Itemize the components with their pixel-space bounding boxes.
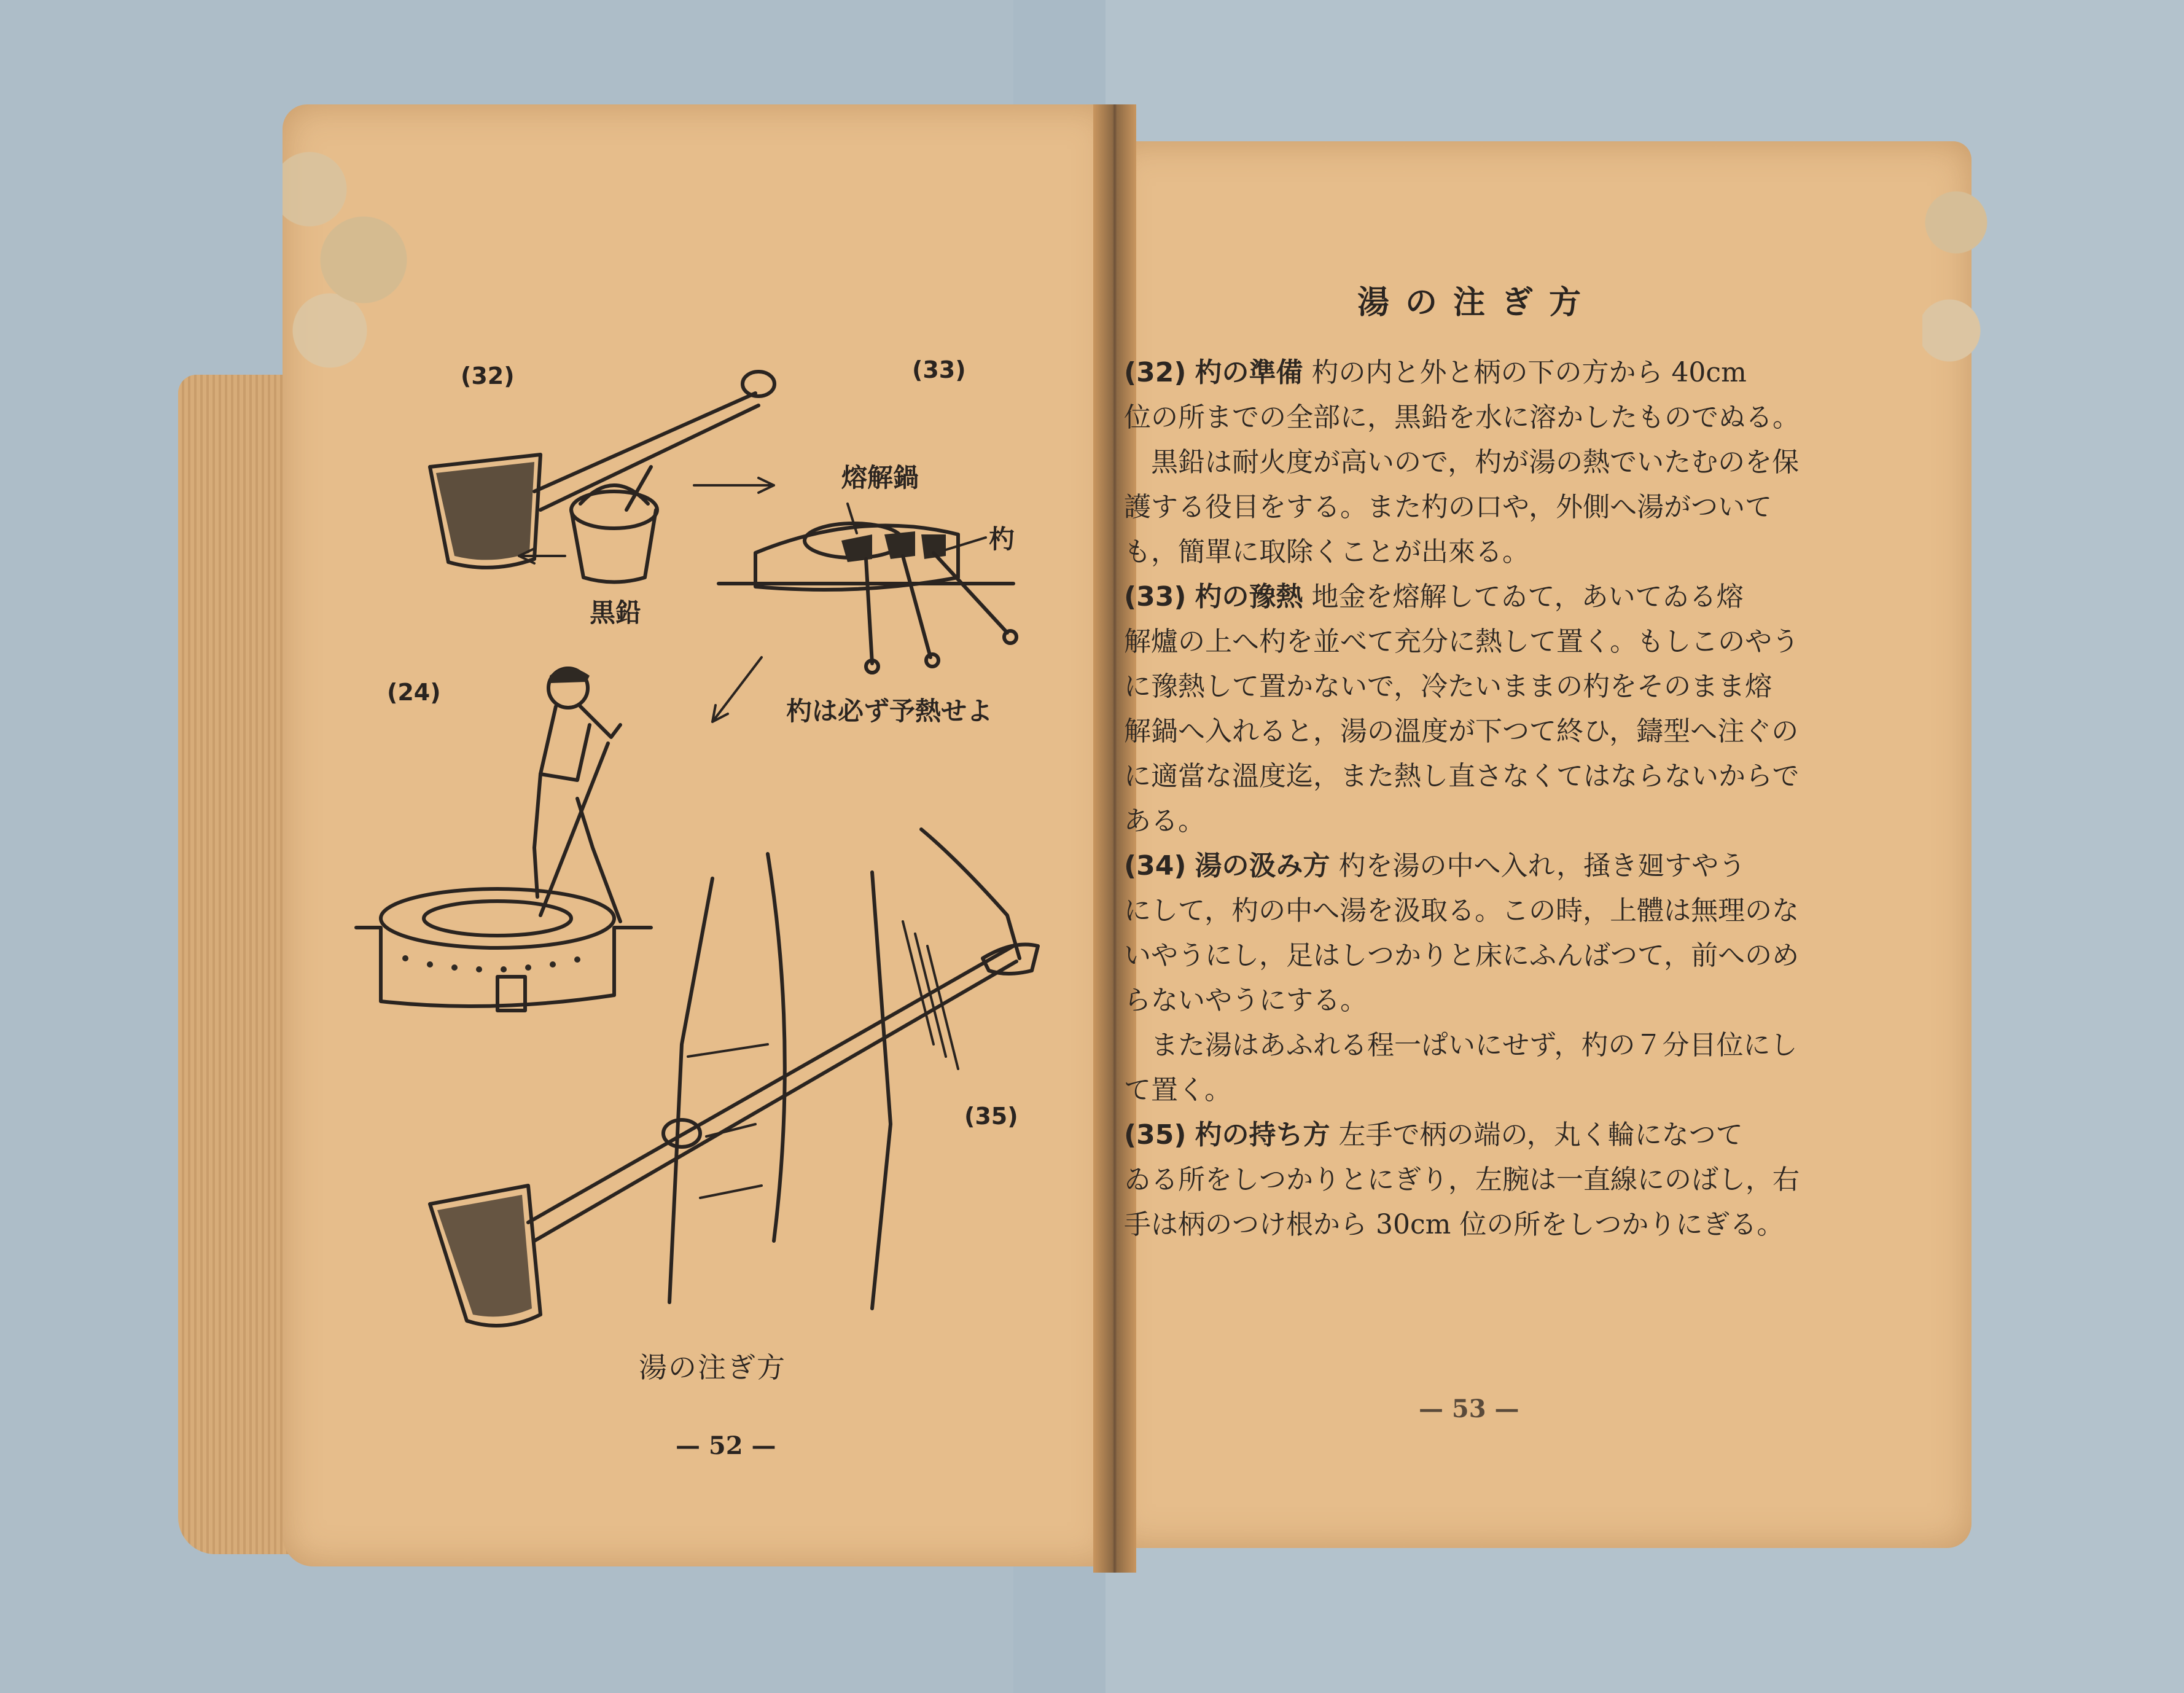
text-line: ある。 bbox=[1124, 805, 1205, 837]
text-line bbox=[1124, 1112, 1861, 1157]
figure-caption: 湯の注ぎ方 bbox=[639, 1351, 786, 1384]
text-line: 護する役目をする。また杓の口や，外側へ湯がついて bbox=[1124, 491, 1773, 523]
figure-33-label: (33) bbox=[912, 356, 966, 383]
section-number: (32) bbox=[1124, 357, 1187, 388]
text-line: いやうにし，足はしつかりと床にふんばつて，前へのめ bbox=[1124, 940, 1800, 971]
text-line: て置く。 bbox=[1124, 1074, 1232, 1106]
section-heading: 杓の持ち方 bbox=[1195, 1119, 1330, 1151]
text-span: 左手で柄の端の，丸く輪になつて bbox=[1338, 1119, 1743, 1151]
torn-edge-right bbox=[1922, 141, 1990, 412]
text-span: 杓を湯の中へ入れ，掻き廻すやう bbox=[1338, 850, 1746, 882]
section-number: (33) bbox=[1124, 581, 1187, 612]
torn-corner-left bbox=[283, 104, 418, 387]
text-span: 地金を熔解してゐて，あいてゐる熔 bbox=[1311, 581, 1744, 612]
ladle-label: 杓 bbox=[989, 524, 1015, 554]
body-text bbox=[1124, 350, 1861, 1247]
text-line: また湯はあふれる程一ぱいにせず，杓の７分目位にし bbox=[1151, 1030, 1798, 1061]
preheat-note-label: 杓は必ず予熱せよ bbox=[786, 696, 993, 726]
text-line: に適當な溫度迄，また熱し直さなくてはならないからで bbox=[1124, 760, 1800, 792]
text-line bbox=[1124, 350, 1861, 395]
text-line: に豫熱して置かないで，冷たいままの杓をそのまま熔 bbox=[1124, 671, 1773, 702]
section-heading: 杓の準備 bbox=[1195, 357, 1303, 388]
melting-pot-label: 熔解鍋 bbox=[841, 463, 919, 493]
text-line: ゐる所をしつかりとにぎり，左腕は一直線にのばし，右 bbox=[1124, 1164, 1800, 1195]
section-heading: 湯の汲み方 bbox=[1195, 850, 1330, 882]
section-title: 湯の注ぎ方 bbox=[1357, 284, 1597, 321]
text-line: にして，杓の中へ湯を汲取る。この時，上體は無理のな bbox=[1124, 895, 1800, 926]
graphite-label: 黒鉛 bbox=[590, 598, 642, 628]
text-line: 位の所までの全部に，黒鉛を水に溶かしたものでぬる。 bbox=[1124, 402, 1800, 433]
text-span: 杓の内と外と柄の下の方から 40cm bbox=[1311, 357, 1747, 388]
text-line bbox=[1124, 574, 1861, 619]
section-heading: 杓の豫熱 bbox=[1195, 581, 1303, 612]
text-line: らないやうにする。 bbox=[1124, 985, 1367, 1016]
text-line: も，簡單に取除くことが出來る。 bbox=[1124, 536, 1529, 568]
text-line: 黒鉛は耐火度が高いので，杓が湯の熱でいたむのを保 bbox=[1151, 447, 1800, 478]
page-number-right: — 53 — bbox=[1419, 1394, 1519, 1423]
page-number-left: — 52 — bbox=[676, 1431, 776, 1460]
figure-32-label: (32) bbox=[461, 362, 515, 389]
text-line: 解爐の上へ杓を並べて充分に熱して置く。もしこのやう bbox=[1124, 626, 1800, 657]
section-number: (35) bbox=[1124, 1119, 1187, 1151]
figure-35-label: (35) bbox=[964, 1103, 1018, 1130]
text-line bbox=[1124, 843, 1861, 888]
text-line: 解鍋へ入れると，湯の溫度が下つて終ひ，鑄型へ注ぐの bbox=[1124, 716, 1799, 747]
text-line: 手は柄のつけ根から 30cm 位の所をしつかりにぎる。 bbox=[1124, 1209, 1784, 1240]
figure-34-label: (24) bbox=[387, 679, 441, 706]
section-number: (34) bbox=[1124, 850, 1187, 882]
